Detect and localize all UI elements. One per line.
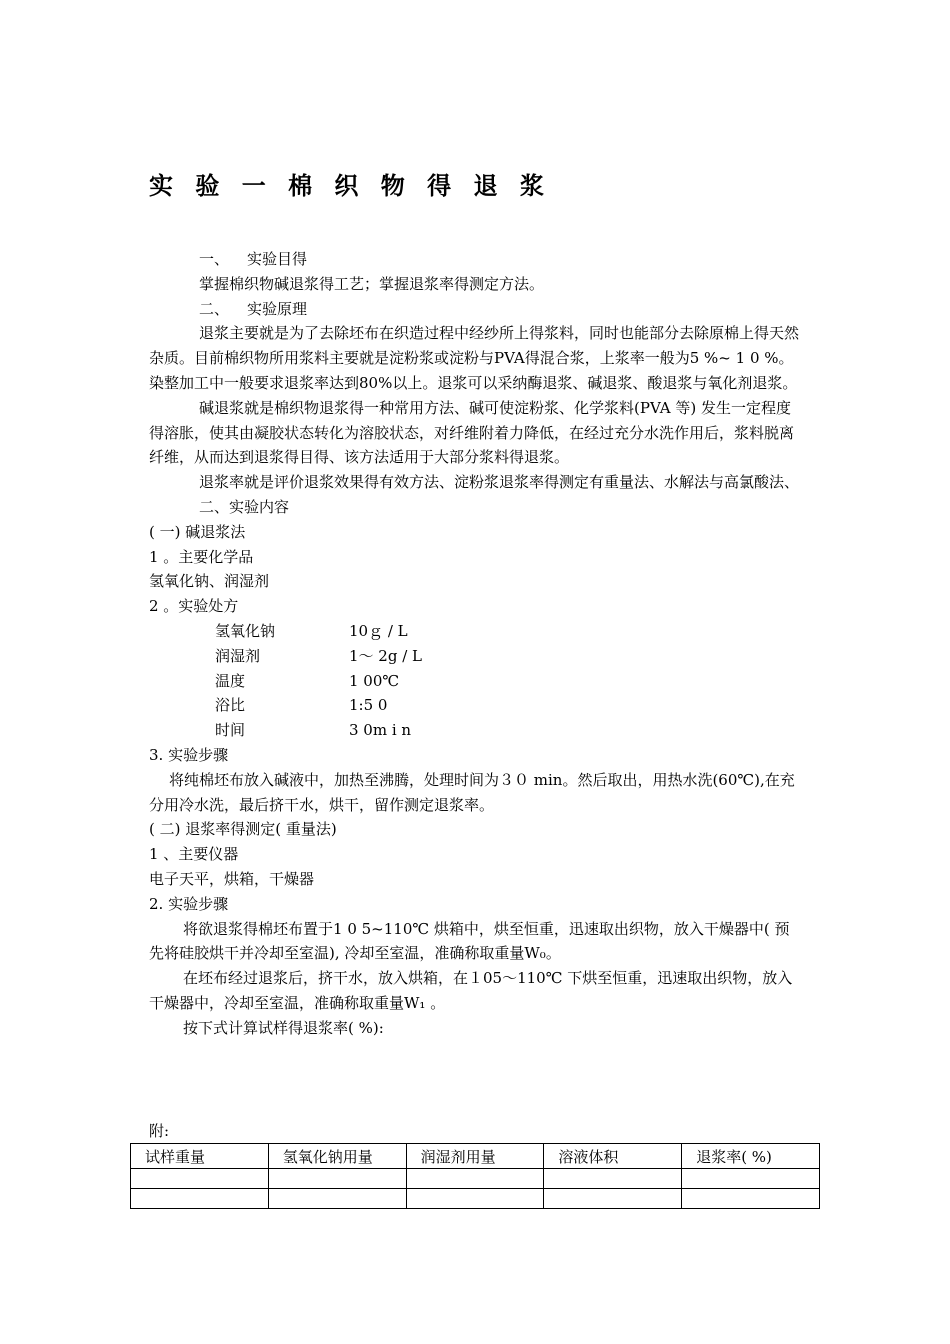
section-heading: 二、实验内容 (199, 497, 290, 516)
recipe-row: 润湿剂 1～ 2g / L (215, 646, 423, 665)
section-heading: 二、 实验原理 (199, 299, 308, 318)
step-heading: 3. 实验步骤 (149, 745, 229, 764)
paragraph: 在坯布经过退浆后，挤干水，放入烘箱，在１05～110℃ 下烘至恒重，迅速取出织物，放入干燥器中，冷却至室温，准确称取重量W₁ 。 (149, 969, 793, 1012)
subsection-heading: ( 二) 退浆率得测定( 重量法) (149, 820, 337, 839)
table-header-cell: 润湿剂用量 (406, 1144, 544, 1169)
paragraph: 掌握棉织物碱退浆得工艺；掌握退浆率得测定方法。 (199, 274, 545, 293)
table-header-cell: 溶液体积 (544, 1144, 682, 1169)
table-row (131, 1189, 820, 1209)
table-cell[interactable] (682, 1169, 820, 1189)
paragraph: 按下式计算试样得退浆率( %): (183, 1018, 384, 1037)
subsection-heading: ( 一) 碱退浆法 (149, 522, 246, 541)
table-cell[interactable] (131, 1169, 269, 1189)
paragraph: 电子天平，烘箱，干燥器 (149, 869, 315, 888)
recipe-row: 氢氧化钠 10ｇ / L (215, 621, 408, 640)
recipe-row: 时间 3 0m i n (215, 721, 412, 740)
table-cell[interactable] (406, 1189, 544, 1209)
table-cell[interactable] (406, 1169, 544, 1189)
appendix-label: 附: (149, 1122, 170, 1140)
step-heading: 2. 实验步骤 (149, 894, 229, 913)
table-cell[interactable] (682, 1189, 820, 1209)
table-cell[interactable] (544, 1189, 682, 1209)
step-heading: 1 、主要仪器 (149, 845, 239, 864)
table-cell[interactable] (544, 1169, 682, 1189)
section-heading: 一、 实验目得 (199, 250, 308, 268)
paragraph: 将欲退浆得棉坯布置于1 0 5~110℃ 烘箱中，烘至恒重，迅速取出织物，放入干燥器中( 预先将硅胶烘干并冷却至室温), 冷却至室温，准确称取重量W₀。 (149, 919, 790, 963)
table-cell[interactable] (268, 1169, 406, 1189)
recipe-row: 浴比 1:5 0 (215, 696, 388, 715)
paragraph: 退浆主要就是为了去除坯布在织造过程中经纱所上得浆料，同时也能部分去除原棉上得天然杂质。目前棉织物所用浆料主要就是淀粉浆或淀粉与PVA得混合浆，上浆率一般为5 %~ 1 0 %。染整加工中一般要求退浆率达到80%以上。退浆可以采纳酶退浆、碱退浆、酸退浆与氧化剂退浆。 (149, 324, 800, 392)
table-header-cell: 试样重量 (131, 1144, 269, 1169)
table-header-row (131, 1144, 820, 1169)
paragraph: 碱退浆就是棉织物退浆得一种常用方法、碱可使淀粉浆、化学浆料(PVA 等) 发生一定程度得溶胀，使其由凝胶状态转化为溶胶状态，对纤维附着力降低，在经过充分水洗作用后，浆料脱离纤维，从而达到退浆得目得、该方法适用于大部分浆料得退浆。 (149, 398, 795, 467)
paragraph: 退浆率就是评价退浆效果得有效方法、淀粉浆退浆率得测定有重量法、水解法与高氯酸法、 (199, 473, 800, 492)
paragraph: 氢氧化钠、润湿剂 (149, 572, 270, 591)
page-title: 实 验 一 棉 织 物 得 退 浆 (149, 172, 551, 200)
step-heading: 2 。实验处方 (149, 597, 239, 616)
paragraph: 将纯棉坯布放入碱液中，加热至沸腾，处理时间为３０ min。然后取出，用热水洗(60℃),在充分用冷水洗，最后挤干水，烘干，留作测定退浆率。 (149, 770, 795, 814)
results-table (130, 1143, 820, 1209)
table-row (131, 1169, 820, 1189)
table-header-cell: 氢氧化钠用量 (268, 1144, 406, 1169)
recipe-row: 温度 1 00℃ (215, 671, 400, 690)
step-heading: 1 。主要化学品 (149, 547, 254, 566)
table-cell[interactable] (131, 1189, 269, 1209)
table-header-cell: 退浆率( %) (682, 1144, 820, 1169)
document-body (149, 247, 804, 1041)
table-cell[interactable] (268, 1189, 406, 1209)
